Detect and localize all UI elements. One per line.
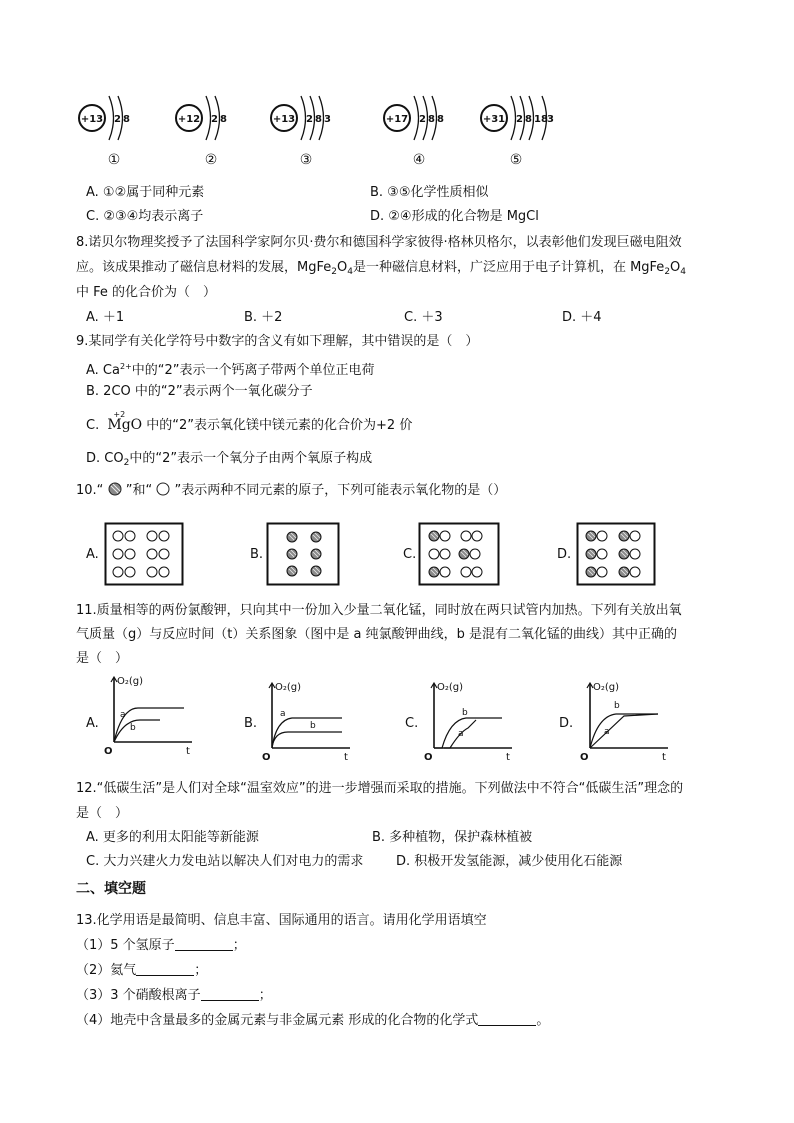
curve-label-b: b bbox=[310, 721, 316, 731]
molecule-box-frame bbox=[106, 524, 183, 585]
q11-option-b-label: B. bbox=[244, 716, 258, 731]
q8-stem-line1: 8.诺贝尔物理奖授予了法国科学家阿尔贝·费尔和德国科学家彼得·格林贝格尔，以表彰他们发现巨磁电阻效 bbox=[76, 235, 682, 250]
q12-option-d: D. 积极开发氢能源，减少使用化石能源 bbox=[396, 854, 623, 869]
q11-stem-line3: 是（ ） bbox=[76, 651, 129, 666]
q10-box-c bbox=[418, 522, 500, 586]
y-axis-label: O₂(g) bbox=[593, 682, 620, 693]
q13-item-1: （1）5 个氢原子 ； bbox=[76, 938, 246, 953]
open-atom bbox=[597, 567, 607, 577]
q9-option-c: C. +2 MgO 中的“2”表示氧化镁中镁元素的化合价为+2 价 bbox=[86, 416, 412, 435]
q11-graph-b bbox=[258, 678, 354, 762]
q13-item-2: （2）氦气 ； bbox=[76, 963, 208, 978]
open-atom bbox=[472, 531, 482, 541]
q12-stem-line2: 是（ ） bbox=[76, 806, 129, 821]
y-axis-label: O₂(g) bbox=[275, 682, 302, 693]
shell-electron-count: 8 bbox=[220, 114, 227, 125]
atom-label: ⑤ bbox=[509, 152, 523, 168]
q12-option-b: B. 多种植物，保护森林植被 bbox=[372, 830, 533, 845]
shell-electron-count: 2 bbox=[419, 114, 426, 125]
open-atom bbox=[440, 531, 450, 541]
open-atom bbox=[159, 531, 169, 541]
shell-electron-count: 8 bbox=[428, 114, 435, 125]
y-axis-label: O₂(g) bbox=[117, 676, 144, 687]
q12-stem-line1: 12.“低碳生活”是人们对全球“温室效应”的进一步增强而采取的措施。下列做法中不符合“低碳生活”理念的 bbox=[76, 781, 684, 796]
electron-shell-arc bbox=[301, 96, 306, 140]
shell-electron-count: 2 bbox=[516, 114, 523, 125]
q11-option-c-label: C. bbox=[405, 716, 419, 731]
section-heading-fill-in: 二、填空题 bbox=[76, 881, 146, 897]
valence-mark: +2 bbox=[113, 410, 126, 419]
curve-b bbox=[434, 718, 502, 748]
open-atom bbox=[461, 531, 471, 541]
origin-label: O bbox=[104, 746, 113, 756]
q9-stem: 9.某同学有关化学符号中数字的含义有如下理解，其中错误的是（ ） bbox=[76, 334, 479, 349]
open-atom bbox=[159, 567, 169, 577]
open-atom-icon bbox=[156, 482, 170, 496]
open-atom bbox=[125, 549, 135, 559]
nucleus-charge: +13 bbox=[80, 114, 104, 125]
open-atom bbox=[147, 531, 157, 541]
open-atom bbox=[429, 549, 439, 559]
open-atom bbox=[147, 549, 157, 559]
atom-label: ② bbox=[204, 152, 218, 168]
open-atom bbox=[113, 567, 123, 577]
electron-shell-arc bbox=[511, 96, 516, 140]
shell-electron-count: 8 bbox=[315, 114, 322, 125]
q10-option-d-label: D. bbox=[557, 547, 572, 562]
q10-option-c-label: C. bbox=[403, 547, 417, 562]
shell-electron-count: 18 bbox=[534, 114, 548, 125]
molecule-box-frame bbox=[268, 524, 339, 585]
atom-label: ① bbox=[107, 152, 121, 168]
atom-label: ④ bbox=[412, 152, 426, 168]
electron-shell-arc bbox=[109, 96, 114, 140]
open-atom bbox=[630, 549, 640, 559]
q11-graph-d bbox=[576, 678, 672, 762]
q10-option-a-label: A. bbox=[86, 547, 99, 562]
electron-shell-arc bbox=[206, 96, 211, 140]
q12-option-c: C. 大力兴建火力发电站以解决人们对电力的需求 bbox=[86, 854, 364, 869]
origin-label: O bbox=[424, 752, 433, 762]
q8-option-c: C. ＋3 bbox=[404, 310, 443, 325]
electron-shell-arc bbox=[414, 96, 419, 140]
open-atom bbox=[113, 549, 123, 559]
q8-stem-line2: 应。该成果推动了磁信息材料的发展，$MgFe_2O_4$是一种磁信息材料，广泛应用于电子计算机，在 $MgFe_2O_4$ bbox=[76, 260, 687, 277]
q7-option-d: D. ②④形成的化合物是 MgCl bbox=[370, 209, 539, 224]
q12-option-a: A. 更多的利用太阳能等新能源 bbox=[86, 830, 259, 845]
q8-option-b: B. ＋2 bbox=[244, 310, 283, 325]
shell-electron-count: 2 bbox=[114, 114, 121, 125]
open-atom bbox=[597, 531, 607, 541]
q8-stem-line3: 中 Fe 的化合价为（ ） bbox=[76, 285, 217, 300]
shell-electron-count: 3 bbox=[547, 114, 554, 125]
q13-stem: 13.化学用语是最简明、信息丰富、国际通用的语言。请用化学用语填空 bbox=[76, 913, 487, 928]
q11-stem-line2: 气质量（g）与反应时间（t）关系图象（图中是 a 纯氯酸钾曲线，b 是混有二氧化锰的曲线）其中正确的 bbox=[76, 627, 677, 642]
curve-label-a: a bbox=[280, 709, 286, 719]
answer-blank[interactable] bbox=[175, 938, 233, 951]
origin-label: O bbox=[262, 752, 271, 762]
q11-graph-c bbox=[420, 678, 516, 762]
nucleus-charge: +12 bbox=[177, 114, 201, 125]
open-atom bbox=[125, 567, 135, 577]
q11-option-a-label: A. bbox=[86, 716, 99, 731]
open-atom bbox=[113, 531, 123, 541]
x-axis-label: t bbox=[344, 752, 348, 762]
shell-electron-count: 2 bbox=[306, 114, 313, 125]
answer-blank[interactable] bbox=[136, 963, 194, 976]
open-atom bbox=[440, 567, 450, 577]
q10-box-a bbox=[104, 522, 184, 586]
q13-item-3: （3）3 个硝酸根离子 ； bbox=[76, 988, 272, 1003]
shell-electron-count: 3 bbox=[324, 114, 331, 125]
open-atom bbox=[159, 549, 169, 559]
answer-blank[interactable] bbox=[201, 988, 259, 1001]
q7-option-c: C. ②③④均表示离子 bbox=[86, 209, 204, 224]
atom-structure-diagrams bbox=[70, 86, 590, 176]
q8-option-a: A. ＋1 bbox=[86, 310, 125, 325]
q11-option-d-label: D. bbox=[559, 716, 574, 731]
shell-electron-count: 8 bbox=[437, 114, 444, 125]
shell-electron-count: 2 bbox=[211, 114, 218, 125]
q9-option-d: D. $CO_2$中的“2”表示一个氧分子由两个氧原子构成 bbox=[86, 451, 373, 468]
open-atom bbox=[147, 567, 157, 577]
shell-electron-count: 8 bbox=[525, 114, 532, 125]
curve-label-a: a bbox=[604, 727, 610, 737]
open-atom bbox=[630, 531, 640, 541]
q7-option-a: A. ①②属于同种元素 bbox=[86, 185, 205, 200]
curve-b bbox=[114, 720, 160, 742]
origin-label: O bbox=[580, 752, 589, 762]
answer-blank[interactable] bbox=[478, 1013, 536, 1026]
curve-label-b: b bbox=[462, 708, 468, 718]
nucleus-charge: +13 bbox=[272, 114, 296, 125]
q10-box-d bbox=[576, 522, 656, 586]
q9-option-a: A. $Ca^{2+}$中的“2”表示一个钙离子带两个单位正电荷 bbox=[86, 362, 375, 378]
nucleus-charge: +31 bbox=[482, 114, 506, 125]
open-atom bbox=[125, 531, 135, 541]
nucleus-charge: +17 bbox=[385, 114, 409, 125]
q8-option-d: D. ＋4 bbox=[562, 310, 602, 325]
curve-b bbox=[590, 714, 658, 748]
atom-label: ③ bbox=[299, 152, 313, 168]
mgo-formula: MgO bbox=[107, 417, 143, 433]
curve-label-b: b bbox=[130, 723, 136, 733]
q10-box-b bbox=[266, 522, 340, 586]
x-axis-label: t bbox=[662, 752, 666, 762]
curve-label-a: a bbox=[458, 729, 464, 739]
x-axis-label: t bbox=[186, 746, 190, 756]
open-atom bbox=[470, 549, 480, 559]
shell-electron-count: 8 bbox=[123, 114, 130, 125]
hatched-atom-icon bbox=[108, 482, 122, 496]
curve-label-a: a bbox=[120, 710, 126, 720]
q11-graph-a bbox=[100, 672, 196, 756]
open-atom bbox=[440, 549, 450, 559]
q7-option-b: B. ③⑤化学性质相似 bbox=[370, 185, 489, 200]
open-atom bbox=[472, 567, 482, 577]
curve-label-b: b bbox=[614, 701, 620, 711]
q11-stem-line1: 11.质量相等的两份氯酸钾，只向其中一份加入少量二氧化锰，同时放在两只试管内加热。下列有关放出氧 bbox=[76, 603, 682, 618]
curve-a bbox=[590, 714, 658, 748]
x-axis-label: t bbox=[506, 752, 510, 762]
y-axis-label: O₂(g) bbox=[437, 682, 464, 693]
q9-option-b: B. 2CO 中的“2”表示两个一氧化碳分子 bbox=[86, 384, 313, 399]
q13-item-4: （4）地壳中含量最多的金属元素与非金属元素 形成的化合物的化学式 。 bbox=[76, 1013, 550, 1028]
open-atom bbox=[597, 549, 607, 559]
open-atom bbox=[630, 567, 640, 577]
open-atom bbox=[461, 567, 471, 577]
curve-b bbox=[272, 732, 342, 748]
q10-stem: 10.“ ”和“ ”表示两种不同元素的原子，下列可能表示氧化物的是（） bbox=[76, 483, 507, 498]
q10-option-b-label: B. bbox=[250, 547, 264, 562]
